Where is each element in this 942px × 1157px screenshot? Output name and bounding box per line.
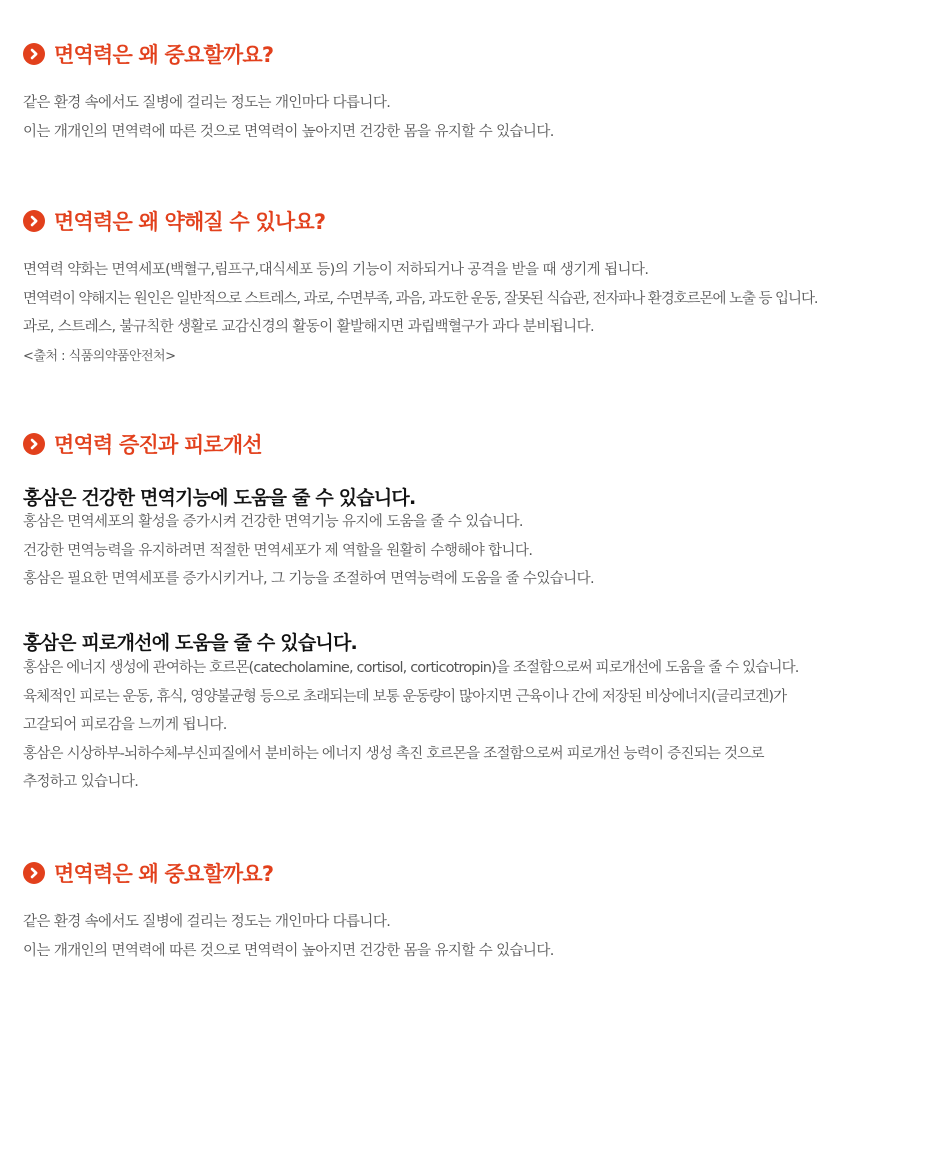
body-line: 과로, 스트레스, 불규칙한 생활로 교감신경의 활동이 활발해지면 과립백혈구가 과다 분비됩니다. [23,319,594,335]
body-line: 이는 개개인의 면역력에 따른 것으로 면역력이 높아지면 건강한 몸을 유지할 수 있습니다. [23,942,554,959]
section-heading [23,206,325,236]
body-line: 홍삼은 에너지 생성에 관여하는 호르몬(catecholamine, cortisol, corticotropin)을 조절함으로써 피로개선에 도움을 줄 수 있습니다. [23,660,799,676]
body-line: 고갈되어 피로감을 느끼게 됩니다. [23,717,227,733]
subsection-title: 홍삼은 건강한 면역기능에 도움을 줄 수 있습니다. [23,487,416,509]
subsection-title: 홍삼은 피로개선에 도움을 줄 수 있습니다. [23,632,357,654]
section-body [23,256,818,372]
subsection-body [23,654,799,797]
section-heading [23,429,262,459]
body-line: 홍삼은 시상하부-뇌하수체-부신피질에서 분비하는 에너지 생성 촉진 호르몬을 조절함으로써 피로개선 능력이 증진되는 것으로 [23,745,764,762]
section-heading [23,39,273,69]
chevron-right-circle-icon [23,210,45,232]
section-heading [23,858,273,888]
body-line: 육체적인 피로는 운동, 휴식, 영양불균형 등으로 초래되는데 보통 운동량이 많아지면 근육이나 간에 저장된 비상에너지(글리코겐)가 [23,688,787,705]
body-line: 이는 개개인의 면역력에 따른 것으로 면역력이 높아지면 건강한 몸을 유지할 수 있습니다. [23,123,554,140]
section-title: 면역력은 왜 중요할까요? [54,862,274,886]
chevron-right-circle-icon [23,43,45,65]
chevron-right-circle-icon [23,433,45,455]
subsection-body [23,508,594,594]
source-note: <출처 : 식품의약품안전처> [23,348,176,364]
section-title: 면역력은 왜 약해질 수 있나요? [54,210,326,234]
body-line: 면역력이 약해지는 원인은 일반적으로 스트레스, 과로, 수면부족, 과음, 과도한 운동, 잘못된 식습관, 전자파나 환경호르몬에 노출 등 입니다. [23,290,818,307]
body-line: 홍삼은 면역세포의 활성을 증가시켜 건강한 면역기능 유지에 도움을 줄 수 있습니다. [23,514,523,530]
section-title: 면역력은 왜 중요할까요? [54,43,274,67]
section-title: 면역력 증진과 피로개선 [54,433,262,457]
body-line: 건강한 면역능력을 유지하려면 적절한 면역세포가 제 역할을 원활히 수행해야 합니다. [23,542,533,559]
chevron-right-circle-icon [23,862,45,884]
body-line: 홍삼은 필요한 면역세포를 증가시키거나, 그 기능을 조절하여 면역능력에 도움을 줄 수있습니다. [23,571,594,587]
section-body [23,89,554,146]
section-body [23,908,554,965]
body-line: 같은 환경 속에서도 질병에 걸리는 정도는 개인마다 다릅니다. [23,95,391,111]
body-line: 추정하고 있습니다. [23,774,139,790]
body-line: 같은 환경 속에서도 질병에 걸리는 정도는 개인마다 다릅니다. [23,914,391,930]
body-line: 면역력 약화는 면역세포(백혈구,림프구,대식세포 등)의 기능이 저하되거나 공격을 받을 때 생기게 됩니다. [23,262,649,278]
